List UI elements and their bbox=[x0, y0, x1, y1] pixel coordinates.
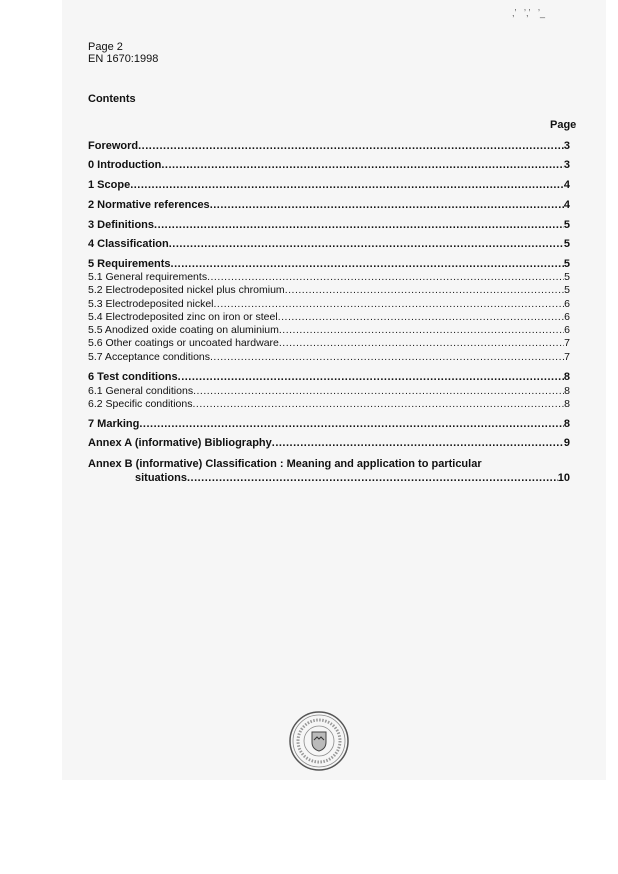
toc-entry[interactable] bbox=[135, 472, 570, 484]
toc-entry-page: 7 bbox=[564, 337, 570, 349]
leader-dots bbox=[272, 437, 564, 449]
leader-dots bbox=[161, 159, 564, 171]
leader-dots bbox=[138, 140, 564, 152]
toc-entry[interactable] bbox=[88, 271, 570, 283]
toc-entry-label: 5.4 Electrodeposited zinc on iron or steel bbox=[88, 311, 278, 323]
toc-entry-page: 5 bbox=[563, 238, 570, 250]
toc-entry-page: 7 bbox=[564, 351, 570, 363]
toc-entry[interactable] bbox=[88, 284, 570, 296]
toc-entry-page: 3 bbox=[563, 140, 570, 152]
toc-entry-page: 3 bbox=[563, 159, 570, 171]
toc-entry-page: 10 bbox=[557, 472, 570, 484]
leader-dots bbox=[139, 418, 564, 430]
toc-entry-label: 5.1 General requirements bbox=[88, 271, 208, 283]
leader-dots bbox=[178, 371, 564, 383]
page-number: Page 2 bbox=[88, 41, 123, 53]
toc-entry-label: 7 Marking bbox=[88, 418, 140, 430]
toc-entry-page: 5 bbox=[563, 258, 570, 270]
toc-entry-page: 6 bbox=[564, 324, 570, 336]
standard-number: EN 1670:1998 bbox=[88, 53, 159, 65]
toc-entry-label: 5.6 Other coatings or uncoated hardware bbox=[88, 337, 279, 349]
toc-entry-label: 3 Definitions bbox=[88, 219, 155, 231]
toc-entry-page: 8 bbox=[564, 385, 570, 397]
toc-entry-label: Annex A (informative) Bibliography bbox=[88, 437, 272, 449]
toc-entry-page: 5 bbox=[563, 219, 570, 231]
toc-entry-page: 4 bbox=[563, 199, 570, 211]
toc-entry[interactable] bbox=[88, 199, 570, 211]
toc-entry-page: 9 bbox=[563, 437, 570, 449]
toc-entry-label: 2 Normative references bbox=[88, 199, 210, 211]
toc-entry[interactable] bbox=[88, 337, 570, 349]
toc-entry[interactable] bbox=[88, 437, 570, 449]
contents-title: Contents bbox=[88, 93, 136, 105]
official-seal bbox=[288, 710, 350, 772]
toc-entry[interactable] bbox=[88, 258, 570, 270]
toc-entry-page: 8 bbox=[563, 371, 570, 383]
toc-entry[interactable] bbox=[88, 238, 570, 250]
toc-entry-label: 4 Classification bbox=[88, 238, 169, 250]
toc-entry-label: 0 Introduction bbox=[88, 159, 162, 171]
toc-entry[interactable] bbox=[88, 351, 570, 363]
toc-entry-page: 4 bbox=[563, 179, 570, 191]
leader-dots bbox=[210, 351, 564, 363]
toc-entry-label: 6.1 General conditions bbox=[88, 385, 194, 397]
toc-entry-label: situations bbox=[135, 472, 187, 484]
toc-entry-page: 6 bbox=[564, 311, 570, 323]
leader-dots bbox=[193, 385, 564, 397]
toc-entry-label: 5.5 Anodized oxide coating on aluminium bbox=[88, 324, 279, 336]
toc-entry[interactable] bbox=[88, 398, 570, 410]
leader-dots bbox=[154, 219, 564, 231]
leader-dots bbox=[169, 238, 564, 250]
toc-entry[interactable] bbox=[88, 371, 570, 383]
leader-dots bbox=[192, 398, 564, 410]
scan-marks: ,ʼ ʼ,ʼ ʼ_ bbox=[512, 8, 546, 18]
toc-entry-label: 5.3 Electrodeposited nickel bbox=[88, 298, 214, 310]
toc-entry-label: Annex B (informative) Classification : Meaning and application to particular bbox=[88, 458, 482, 470]
leader-dots bbox=[279, 324, 564, 336]
toc-entry-label: 6.2 Specific conditions bbox=[88, 398, 193, 410]
toc-entry[interactable] bbox=[88, 385, 570, 397]
leader-dots bbox=[285, 284, 564, 296]
toc-entry[interactable] bbox=[88, 179, 570, 191]
toc-entry[interactable] bbox=[88, 219, 570, 231]
leader-dots bbox=[278, 311, 564, 323]
toc-entry-page: 5 bbox=[564, 271, 570, 283]
toc-entry[interactable] bbox=[88, 418, 570, 430]
toc-entry-page: 8 bbox=[564, 398, 570, 410]
toc-entry-label: 1 Scope bbox=[88, 179, 131, 191]
toc-entry-label: 6 Test conditions bbox=[88, 371, 178, 383]
toc-entry[interactable] bbox=[88, 298, 570, 310]
toc-entry-page: 5 bbox=[564, 284, 570, 296]
toc-entry[interactable] bbox=[88, 311, 570, 323]
toc-entry-page: 6 bbox=[564, 298, 570, 310]
page-column-label: Page bbox=[550, 119, 577, 131]
leader-dots bbox=[130, 179, 564, 191]
leader-dots bbox=[171, 258, 564, 270]
leader-dots bbox=[187, 472, 558, 484]
toc-entry-label: 5.2 Electrodeposited nickel plus chromium bbox=[88, 284, 285, 296]
toc-entry[interactable] bbox=[88, 458, 570, 470]
leader-dots bbox=[207, 271, 564, 283]
leader-dots bbox=[210, 199, 564, 211]
toc-entry[interactable] bbox=[88, 324, 570, 336]
toc-entry-page: 8 bbox=[563, 418, 570, 430]
leader-dots bbox=[214, 298, 565, 310]
toc-entry-label: 5.7 Acceptance conditions bbox=[88, 351, 211, 363]
toc-entry-label: 5 Requirements bbox=[88, 258, 171, 270]
leader-dots bbox=[279, 337, 564, 349]
toc-entry[interactable] bbox=[88, 159, 570, 171]
toc-entry[interactable] bbox=[88, 140, 570, 152]
toc-entry-label: Foreword bbox=[88, 140, 139, 152]
